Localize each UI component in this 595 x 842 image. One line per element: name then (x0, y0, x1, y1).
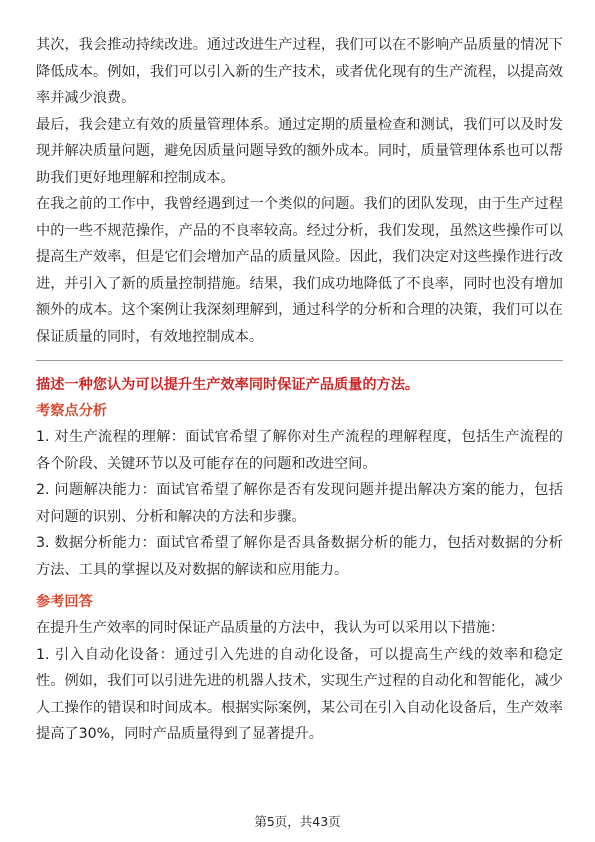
answer-heading: 参考回答 (36, 594, 93, 610)
document-body (36, 32, 563, 748)
interview-question: 描述一种您认为可以提升生产效率同时保证产品质量的方法。 (36, 377, 420, 393)
analysis-item-1: 1. 对生产流程的理解：面试官希望了解你对生产流程的理解程度，包括生产流程的各个阶段、关键环节以及可能存在的问题和改进空间。 (36, 429, 563, 472)
answer-item-1: 1. 引入自动化设备：通过引入先进的自动化设备，可以提高生产线的效率和稳定性。例如，我们可以引进先进的机器人技术，实现生产过程的自动化和智能化，减少人工操作的错误和时间成本。根据实际案例，某公司在引入自动化设备后，生产效率提高了30%，同时产品质量得到了显著提升。 (36, 646, 563, 742)
paragraph-quality-management: 最后，我会建立有效的质量管理体系。通过定期的质量检查和测试，我们可以及时发现并解决质量问题，避免因质量问题导致的额外成本。同时，质量管理体系也可以帮助我们更好地理解和控制成本。 (36, 116, 563, 186)
paragraph-past-experience: 在我之前的工作中，我曾经遇到过一个类似的问题。我们的团队发现，由于生产过程中的一些不规范操作，产品的不良率较高。经过分析，我们发现，虽然这些操作可以提高生产效率，但是它们会增加产品的质量风险。因此，我们决定对这些操作进行改进，并引入了新的质量控制措施。结果，我们成功地降低了不良率，同时也没有增加额外的成本。这个案例让我深刻理解到，通过科学的分析和合理的决策，我们可以在保证质量的同时，有效地控制成本。 (36, 196, 563, 345)
answer-intro: 在提升生产效率的同时保证产品质量的方法中，我认为可以采用以下措施： (36, 620, 505, 636)
analysis-item-2: 2. 问题解决能力：面试官希望了解你是否有发现问题并提出解决方案的能力，包括对问题的识别、分析和解决的方法和步骤。 (36, 482, 563, 525)
paragraph-continuous-improvement: 其次，我会推动持续改进。通过改进生产过程，我们可以在不影响产品质量的情况下降低成本。例如，我们可以引入新的生产技术，或者优化现有的生产流程，以提高效率并减少浪费。 (36, 37, 563, 106)
section-divider (36, 360, 563, 361)
analysis-item-3: 3. 数据分析能力：面试官希望了解你是否具备数据分析的能力，包括对数据的分析方法、工具的掌握以及对数据的解读和应用能力。 (36, 535, 563, 578)
analysis-heading: 考察点分析 (36, 403, 107, 419)
page-number: 第5页，共43页 (254, 814, 341, 829)
